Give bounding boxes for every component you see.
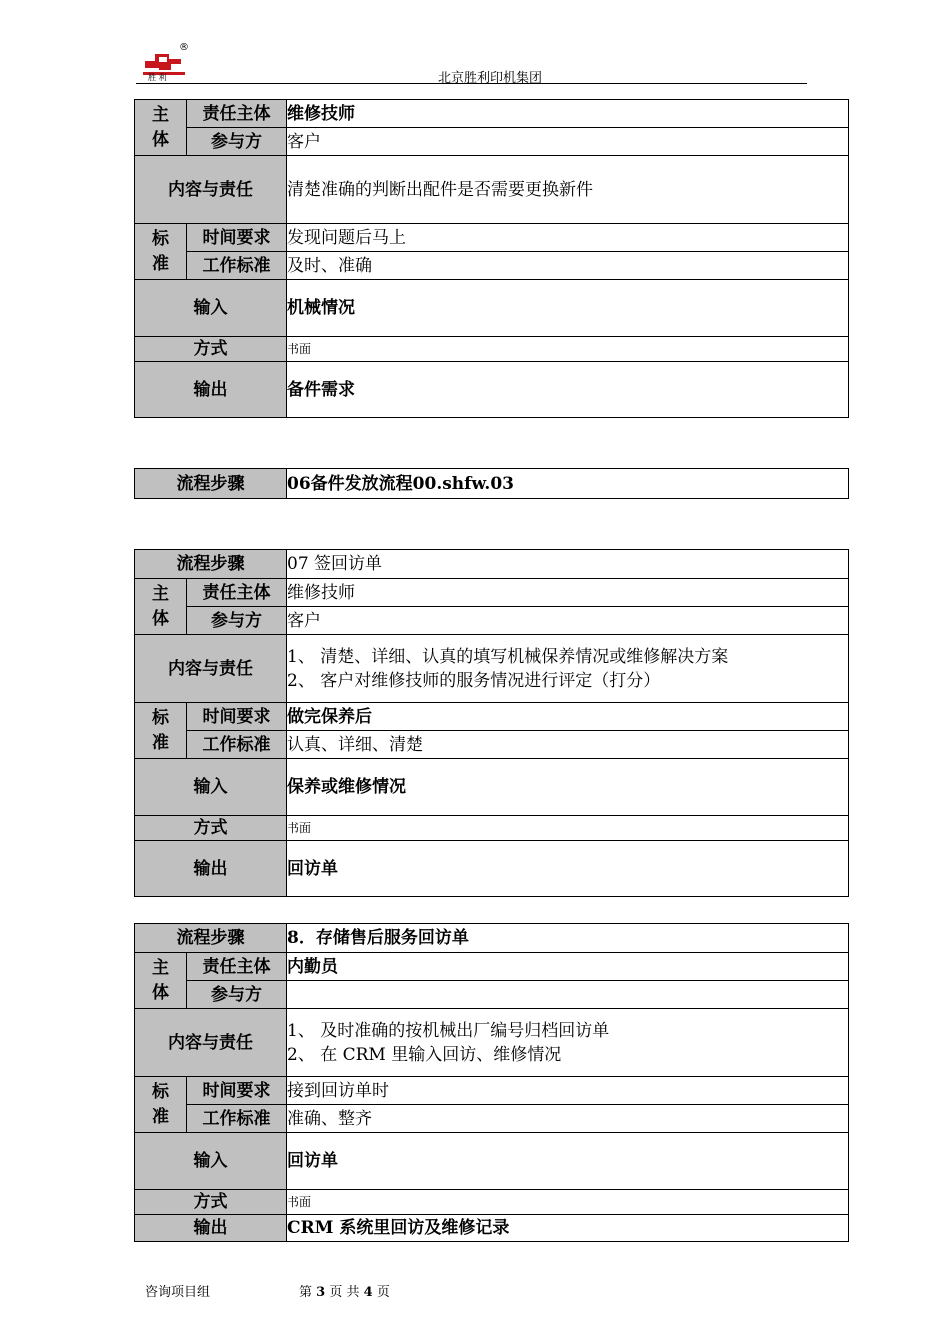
input-value: 保养或维修情况 xyxy=(287,759,849,816)
standard-label: 标 准 xyxy=(135,224,187,280)
work-std-label: 工作标准 xyxy=(187,731,287,759)
content-line: 清楚准确的判断出配件是否需要更换新件 xyxy=(287,179,593,200)
work-std-value: 准确、整齐 xyxy=(287,1105,849,1133)
step-value: 07 签回访单 xyxy=(287,550,849,579)
subject-label: 主 体 xyxy=(135,953,187,1009)
process-table-4 xyxy=(134,923,849,1242)
responsible-label: 责任主体 xyxy=(187,579,287,607)
method-value: 书面 xyxy=(287,337,849,362)
responsible-value: 内勤员 xyxy=(287,953,849,981)
content-value xyxy=(287,156,849,224)
method-label: 方式 xyxy=(135,816,287,841)
work-std-label: 工作标准 xyxy=(187,252,287,280)
participant-value: 客户 xyxy=(287,607,849,635)
responsible-value: 维修技师 xyxy=(287,100,849,128)
content-line: 2、 在 CRM 里输入回访、维修情况 xyxy=(287,1044,562,1065)
participant-value: 客户 xyxy=(287,128,849,156)
content-line: 2、 客户对维修技师的服务情况进行评定（打分） xyxy=(287,670,661,691)
company-logo xyxy=(141,44,193,84)
content-value xyxy=(287,1009,849,1077)
output-label: 输出 xyxy=(135,1215,287,1242)
content-value xyxy=(287,635,849,703)
page-total: 4 xyxy=(363,1285,373,1300)
input-label: 输入 xyxy=(135,759,287,816)
step-value: 8．存储售后服务回访单 xyxy=(287,924,849,953)
standard-label: 标 准 xyxy=(135,1077,187,1133)
footer-group: 咨询项目组 xyxy=(145,1285,211,1300)
time-req-label: 时间要求 xyxy=(187,703,287,731)
step-label: 流程步骤 xyxy=(135,550,287,579)
input-value: 机械情况 xyxy=(287,280,849,337)
standard-label: 标 准 xyxy=(135,703,187,759)
logo-text: 胜 利 xyxy=(148,73,167,82)
time-req-label: 时间要求 xyxy=(187,224,287,252)
footer-page-number: 第 3 页 共 4 页 xyxy=(299,1285,390,1300)
participant-label: 参与方 xyxy=(187,607,287,635)
subject-label: 主 体 xyxy=(135,100,187,156)
work-std-value: 认真、详细、清楚 xyxy=(287,731,849,759)
output-value: 备件需求 xyxy=(287,362,849,418)
time-req-value: 接到回访单时 xyxy=(287,1077,849,1105)
work-std-value: 及时、准确 xyxy=(287,252,849,280)
step-value: 06备件发放流程00.shfw.03 xyxy=(287,469,849,499)
content-line: 1、 清楚、详细、认真的填写机械保养情况或维修解决方案 xyxy=(287,646,729,667)
method-label: 方式 xyxy=(135,337,287,362)
method-value: 书面 xyxy=(287,816,849,841)
content-label: 内容与责任 xyxy=(135,156,287,224)
responsible-value: 维修技师 xyxy=(287,579,849,607)
step-label: 流程步骤 xyxy=(135,469,287,499)
time-req-value: 发现问题后马上 xyxy=(287,224,849,252)
process-table-1 xyxy=(134,99,849,418)
output-label: 输出 xyxy=(135,362,287,418)
responsible-label: 责任主体 xyxy=(187,953,287,981)
participant-label: 参与方 xyxy=(187,981,287,1009)
output-value: 回访单 xyxy=(287,841,849,897)
content-label: 内容与责任 xyxy=(135,635,287,703)
time-req-label: 时间要求 xyxy=(187,1077,287,1105)
content-label: 内容与责任 xyxy=(135,1009,287,1077)
input-value: 回访单 xyxy=(287,1133,849,1190)
registered-mark: ® xyxy=(179,42,189,53)
participant-value xyxy=(287,981,849,1009)
company-name: 北京胜利印机集团 xyxy=(438,71,543,86)
participant-label: 参与方 xyxy=(187,128,287,156)
method-label: 方式 xyxy=(135,1190,287,1215)
process-table-3 xyxy=(134,549,849,897)
process-table-2 xyxy=(134,468,849,499)
output-value: CRM 系统里回访及维修记录 xyxy=(287,1215,849,1242)
step-label: 流程步骤 xyxy=(135,924,287,953)
responsible-label: 责任主体 xyxy=(187,100,287,128)
header-divider xyxy=(136,83,807,84)
input-label: 输入 xyxy=(135,1133,287,1190)
content-line: 1、 及时准确的按机械出厂编号归档回访单 xyxy=(287,1020,610,1041)
subject-label: 主 体 xyxy=(135,579,187,635)
work-std-label: 工作标准 xyxy=(187,1105,287,1133)
input-label: 输入 xyxy=(135,280,287,337)
time-req-value: 做完保养后 xyxy=(287,703,849,731)
method-value: 书面 xyxy=(287,1190,849,1215)
output-label: 输出 xyxy=(135,841,287,897)
page-current: 3 xyxy=(316,1285,326,1300)
